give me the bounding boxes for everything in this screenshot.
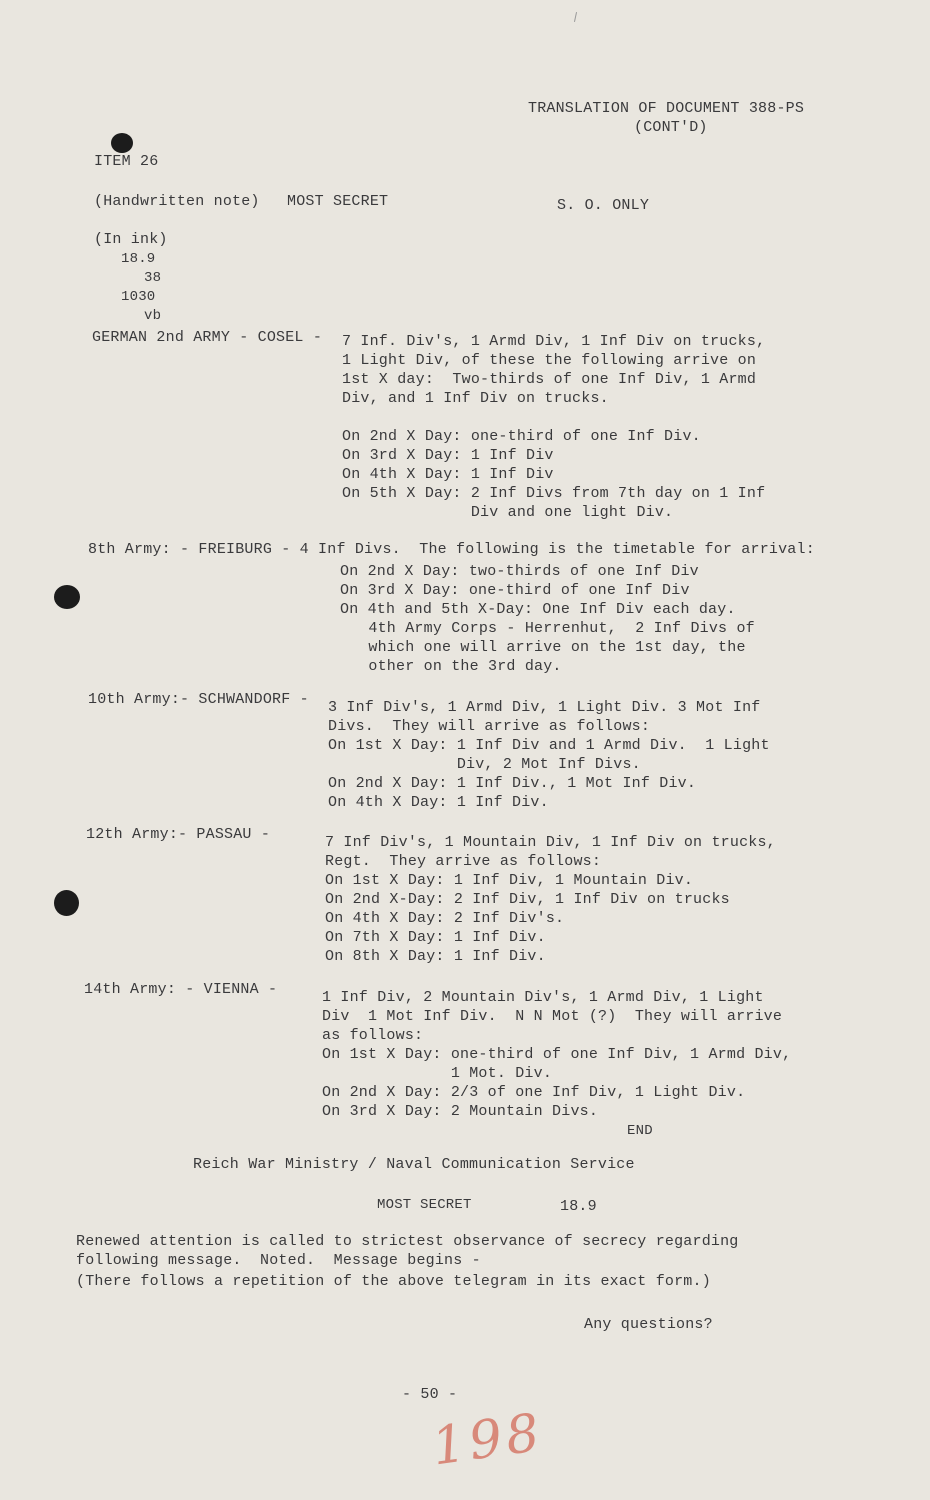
army-label: 14th Army: - VIENNA -: [84, 981, 278, 998]
army-line: as follows:: [322, 1027, 424, 1044]
army-line: which one will arrive on the 1st day, the: [350, 639, 746, 656]
army-line: On 3rd X Day: one-third of one Inf Div: [340, 582, 690, 599]
army-line: On 2nd X Day: 2/3 of one Inf Div, 1 Light Div.: [322, 1084, 746, 1101]
punch-hole-3: [54, 890, 79, 916]
ink-line: 18.9: [121, 251, 156, 267]
army-line: On 2nd X Day: one-third of one Inf Div.: [342, 428, 701, 445]
renewed-line: (There follows a repetition of the above telegram in its exact form.): [76, 1273, 711, 1290]
army-line: On 1st X Day: 1 Inf Div, 1 Mountain Div.: [325, 872, 694, 889]
army-line: On 4th X Day: 1 Inf Div.: [328, 794, 549, 811]
army-line: On 1st X Day: one-third of one Inf Div, 1 Armd Div,: [322, 1046, 792, 1063]
army-line: On 2nd X Day: 1 Inf Div., 1 Mot Inf Div.: [328, 775, 697, 792]
page-number: - 50 -: [402, 1386, 458, 1403]
second-ref: 18.9: [560, 1198, 597, 1215]
army-line: On 7th X Day: 1 Inf Div.: [325, 929, 546, 946]
army-line: On 2nd X-Day: 2 Inf Div, 1 Inf Div on trucks: [325, 891, 730, 908]
ink-line: 38: [144, 270, 162, 286]
handwritten-number: 198: [428, 1402, 547, 1478]
army-label: GERMAN 2nd ARMY - COSEL -: [92, 329, 323, 346]
in-ink-label: (In ink): [94, 231, 168, 248]
army-line: On 5th X Day: 2 Inf Divs from 7th day on 1 Inf: [342, 485, 766, 502]
army-line: Div, 2 Mot Inf Divs.: [328, 756, 641, 773]
classification: MOST SECRET: [287, 193, 389, 210]
army-line: 7 Inf. Div's, 1 Armd Div, 1 Inf Div on trucks,: [342, 333, 766, 350]
army-line: Regt. They arrive as follows:: [325, 853, 602, 870]
army-line: 7 Inf Div's, 1 Mountain Div, 1 Inf Div on trucks,: [325, 834, 776, 851]
army-line: On 4th X Day: 1 Inf Div: [342, 466, 554, 483]
end-marker: END: [627, 1123, 653, 1139]
army-line: Divs. They will arrive as follows:: [328, 718, 651, 735]
ministry-line: Reich War Ministry / Naval Communication Service: [193, 1156, 635, 1173]
army-line: 1 Light Div, of these the following arrive on: [342, 352, 757, 369]
army-line: Div, and 1 Inf Div on trucks.: [342, 390, 609, 407]
army-line: Div 1 Mot Inf Div. N N Mot (?) They will arrive: [322, 1008, 783, 1025]
pencil-mark: [574, 12, 577, 22]
so-only: S. O. ONLY: [557, 197, 650, 214]
army-label: 10th Army:- SCHWANDORF -: [88, 691, 309, 708]
army-line: other on the 3rd day.: [350, 658, 562, 675]
army-line: On 4th X Day: 2 Inf Div's.: [325, 910, 565, 927]
army-line: 3 Inf Div's, 1 Armd Div, 1 Light Div. 3 Mot Inf: [328, 699, 761, 716]
army-line: Div and one light Div.: [342, 504, 674, 521]
handwritten-note-label: (Handwritten note): [94, 193, 260, 210]
army-line: On 4th and 5th X-Day: One Inf Div each day.: [340, 601, 736, 618]
army-line: On 8th X Day: 1 Inf Div.: [325, 948, 546, 965]
army-line: On 3rd X Day: 2 Mountain Divs.: [322, 1103, 599, 1120]
ink-line: 1030: [121, 289, 156, 305]
renewed-line: following message. Noted. Message begins -: [76, 1252, 481, 1269]
item-number: ITEM 26: [94, 153, 159, 170]
army-line: On 1st X Day: 1 Inf Div and 1 Armd Div. 1 Light: [328, 737, 770, 754]
punch-hole-1: [111, 133, 133, 153]
closing-question: Any questions?: [584, 1316, 713, 1333]
army-line: 1 Mot. Div.: [322, 1065, 553, 1082]
army-line: 1 Inf Div, 2 Mountain Div's, 1 Armd Div, 1 Light: [322, 989, 764, 1006]
second-classification: MOST SECRET: [377, 1197, 472, 1213]
army-label: 12th Army:- PASSAU -: [86, 826, 271, 843]
army-line: 4th Army Corps - Herrenhut, 2 Inf Divs of: [350, 620, 755, 637]
document-title: TRANSLATION OF DOCUMENT 388-PS: [528, 100, 805, 117]
ink-line: vb: [144, 308, 162, 324]
document-cont: (CONT'D): [634, 119, 708, 136]
army-label: 8th Army: - FREIBURG - 4 Inf Divs. The following is the timetable for arrival:: [88, 541, 815, 558]
army-line: 1st X day: Two-thirds of one Inf Div, 1 Armd: [342, 371, 757, 388]
renewed-line: Renewed attention is called to strictest observance of secrecy regarding: [76, 1233, 739, 1250]
army-line: On 3rd X Day: 1 Inf Div: [342, 447, 554, 464]
punch-hole-2: [54, 585, 80, 609]
army-line: On 2nd X Day: two-thirds of one Inf Div: [340, 563, 699, 580]
